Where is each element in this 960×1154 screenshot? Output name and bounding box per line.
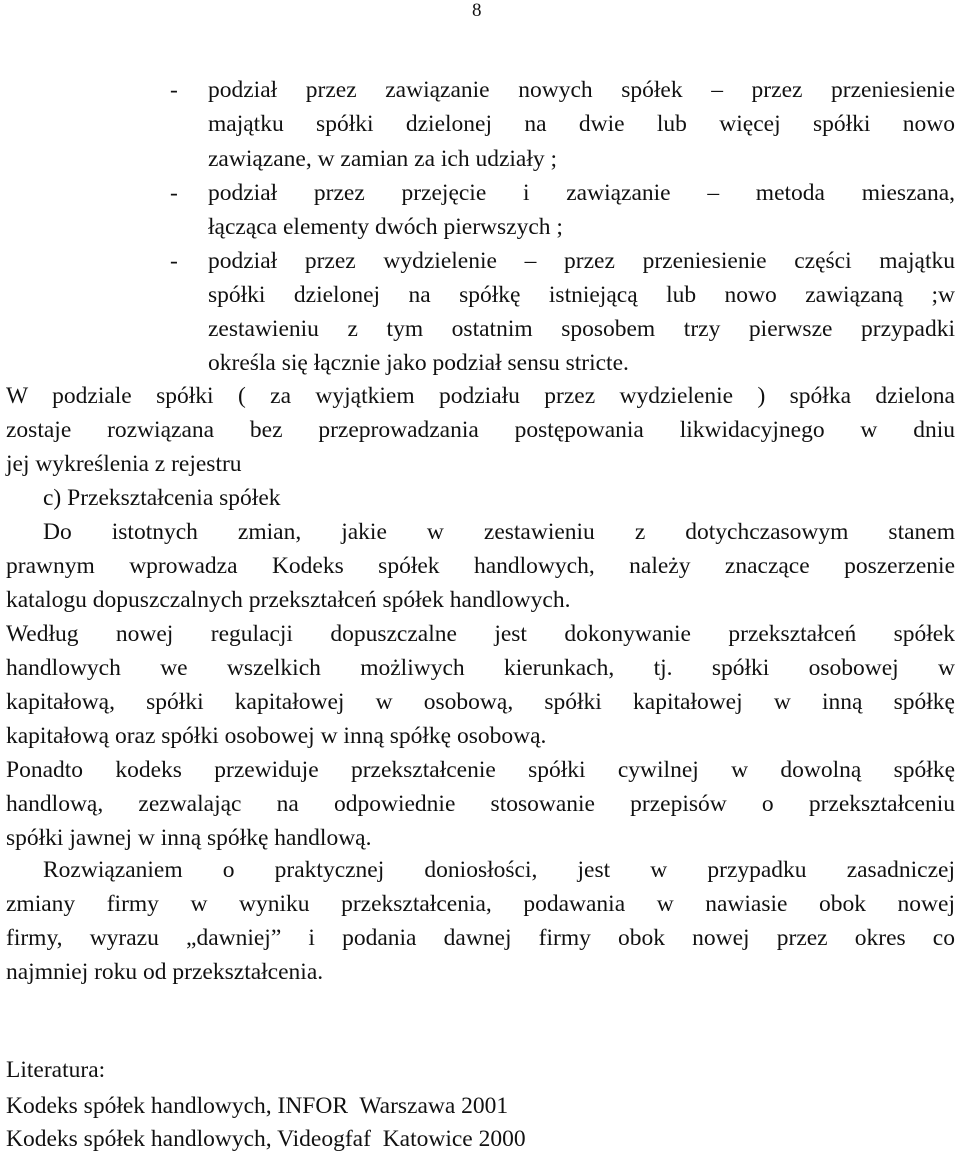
page-number: 8	[472, 0, 482, 21]
paragraph-line: handlowych we wszelkich możliwych kierunkach, tj. spółki osobowej w	[6, 655, 955, 681]
list-item-line: określa się łącznie jako podział sensu stricte.	[208, 350, 629, 376]
literature-item: Kodeks spółek handlowych, Videogfaf Katowice 2000	[6, 1126, 526, 1152]
bullet-dash: -	[170, 248, 178, 274]
paragraph-line: Ponadto kodeks przewiduje przekształcenie spółki cywilnej w dowolną spółkę	[6, 757, 955, 783]
paragraph-line: Według nowej regulacji dopuszczalne jest dokonywanie przekształceń spółek	[6, 621, 955, 647]
list-item-line: podział przez przejęcie i zawiązanie – metoda mieszana,	[208, 180, 955, 206]
list-item-line: spółki dzielonej na spółkę istniejącą lub nowo zawiązaną ;w	[208, 282, 955, 308]
paragraph-line: zostaje rozwiązana bez przeprowadzania postępowania likwidacyjnego w dniu	[6, 417, 955, 443]
paragraph-line: jej wykreślenia z rejestru	[6, 451, 242, 477]
paragraph-line: firmy, wyrazu „dawniej” i podania dawnej firmy obok nowej przez okres co	[6, 925, 955, 951]
literature-heading: Literatura:	[6, 1057, 106, 1083]
paragraph-line: najmniej roku od przekształcenia.	[6, 959, 324, 985]
list-item-line: podział przez zawiązanie nowych spółek – przez przeniesienie	[208, 77, 955, 103]
paragraph-line: Rozwiązaniem o praktycznej doniosłości, jest w przypadku zasadniczej	[43, 857, 955, 883]
list-item-line: podział przez wydzielenie – przez przeniesienie części majątku	[208, 248, 955, 274]
paragraph-line: kapitałową oraz spółki osobowej w inną spółkę osobową.	[6, 723, 547, 749]
bullet-dash: -	[170, 180, 178, 206]
list-item-line: majątku spółki dzielonej na dwie lub więcej spółki nowo	[208, 111, 955, 137]
paragraph-line: katalogu dopuszczalnych przekształceń spółek handlowych.	[6, 587, 571, 613]
list-item-line: łącząca elementy dwóch pierwszych ;	[208, 214, 563, 240]
paragraph-line: kapitałową, spółki kapitałowej w osobową, spółki kapitałowej w inną spółkę	[6, 689, 955, 715]
paragraph-line: handlową, zezwalając na odpowiednie stosowanie przepisów o przekształceniu	[6, 791, 955, 817]
paragraph-line: spółki jawnej w inną spółkę handlową.	[6, 825, 372, 851]
section-heading: c) Przekształcenia spółek	[43, 485, 281, 511]
paragraph-line: zmiany firmy w wyniku przekształcenia, podawania w nawiasie obok nowej	[6, 891, 955, 917]
list-item-line: zestawieniu z tym ostatnim sposobem trzy pierwsze przypadki	[208, 316, 955, 342]
paragraph-line: prawnym wprowadza Kodeks spółek handlowych, należy znaczące poszerzenie	[6, 553, 955, 579]
bullet-dash: -	[170, 77, 178, 103]
list-item-line: zawiązane, w zamian za ich udziały ;	[208, 146, 558, 172]
paragraph-line: W podziale spółki ( za wyjątkiem podziału przez wydzielenie ) spółka dzielona	[6, 383, 955, 409]
paragraph-line: Do istotnych zmian, jakie w zestawieniu z dotychczasowym stanem	[43, 519, 955, 545]
literature-item: Kodeks spółek handlowych, INFOR Warszawa 2001	[6, 1093, 509, 1119]
